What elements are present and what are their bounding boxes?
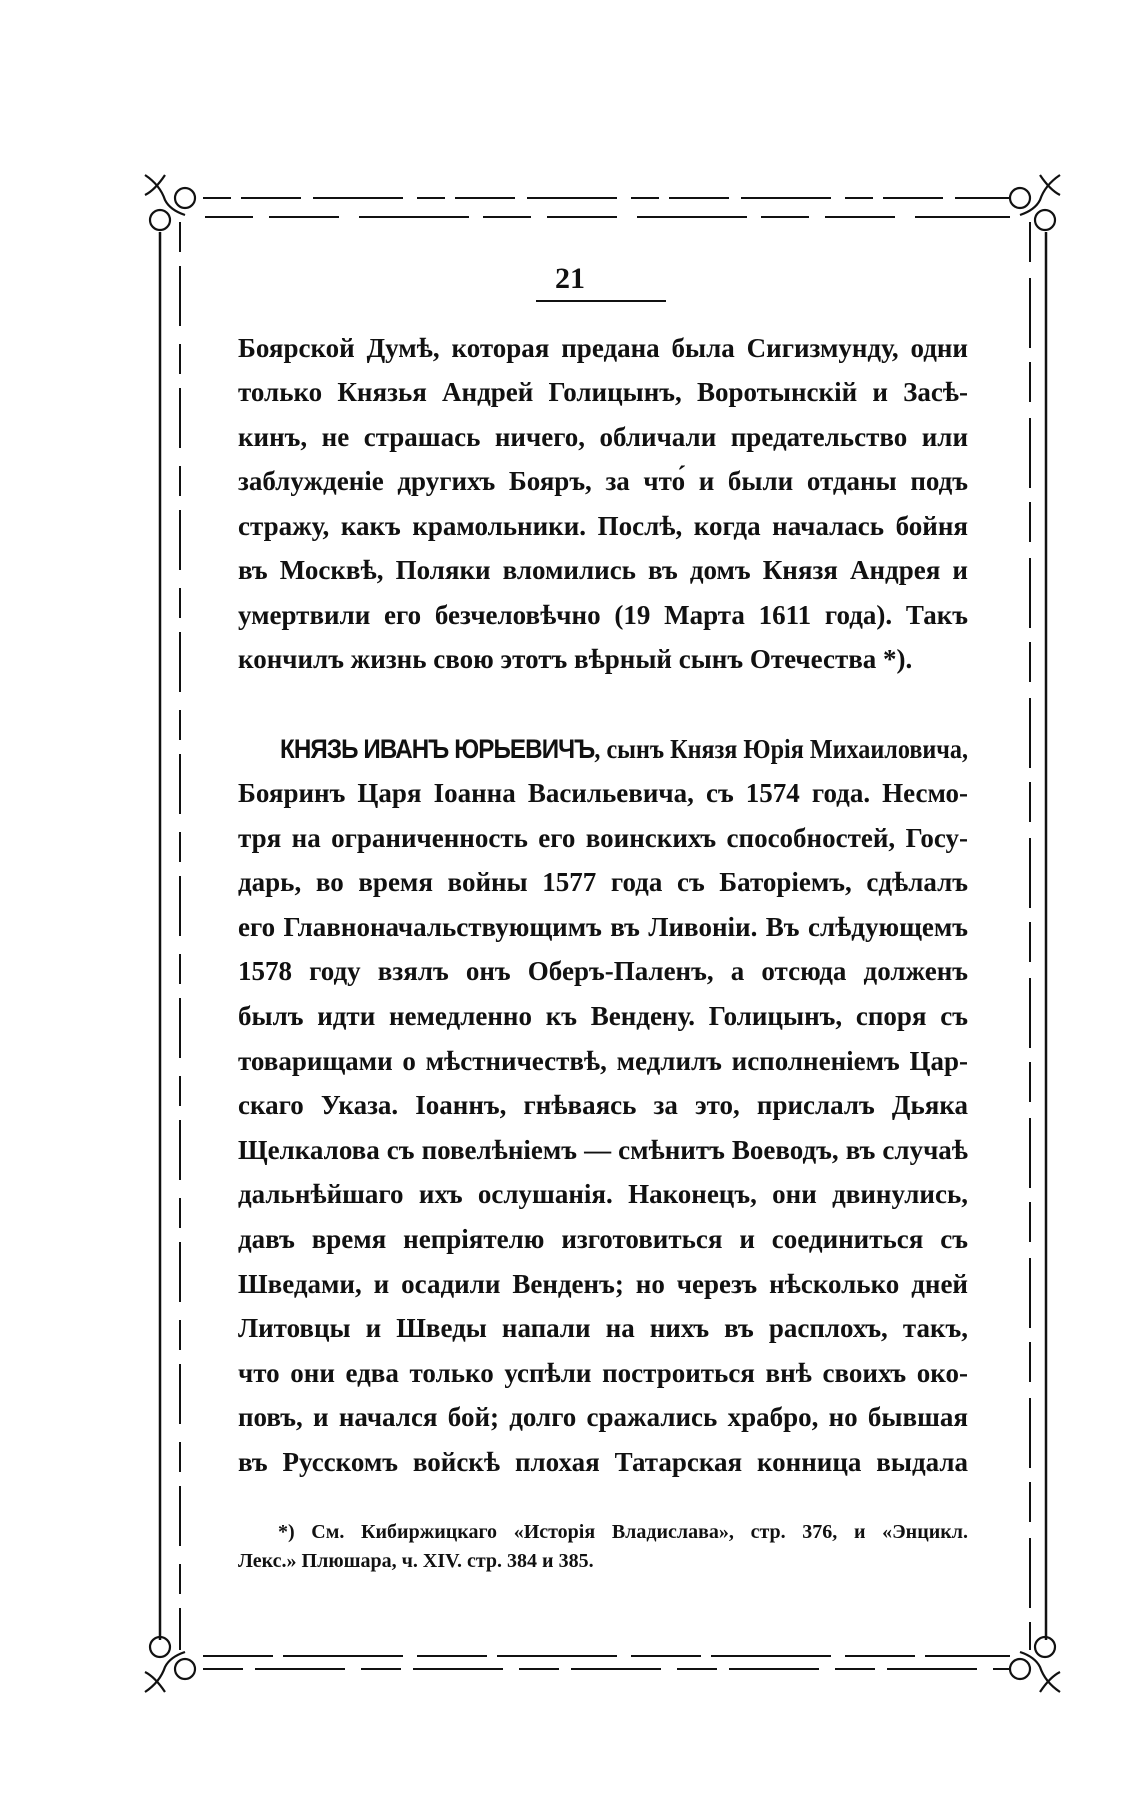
text-line: повъ, и начался бой; долго сражались храбро, но бывшая [238,1402,968,1433]
text-line: дальнѣйшаго ихъ ослушанія. Наконецъ, они двинулись, [238,1179,968,1210]
text-line: дарь, во время войны 1577 года съ Баторіемъ, сдѣлалъ [238,867,968,898]
corner-ornament-bottom-left [145,1637,195,1692]
footnote-line: *) См. Кибиржицкаго «Исторія Владислава», стр. 376, и «Энцикл. [278,1521,968,1543]
text-line: Щелкалова съ повелѣніемъ — смѣнитъ Воеводъ, въ случаѣ [238,1134,968,1165]
text-line-first [280,733,969,765]
text-line: въ Русскомъ войскѣ плохая Татарская конница выдала [238,1447,968,1477]
section-heading: КНЯЗЬ ИВАНЪ ЮРЬЕВИЧЪ [280,734,595,764]
footnote-line: Лекс.» Плюшара, ч. XIV. стр. 384 и 385. [238,1550,594,1572]
text-fragment: , сынъ Князя Юрія Михаиловича, [594,734,969,764]
text-line: Боярской Думѣ, которая предана была Сигизмунду, одни [238,333,968,363]
text-line: 1578 году взялъ онъ Оберъ-Паленъ, а отсюда долженъ [238,956,968,987]
text-line: стражу, какъ крамольники. Послѣ, когда началась бойня [238,511,968,541]
text-line: въ Москвѣ, Поляки вломились въ домъ Князя Андрея и [238,555,968,585]
text-line: товарищами о мѣстничествѣ, медлилъ исполненіемъ Цар- [238,1045,968,1076]
corner-ornament-top-right [1010,175,1060,230]
text-line: его Главноначальствующимъ въ Ливоніи. Въ слѣдующемъ [238,911,968,942]
corner-ornament-bottom-right [1010,1637,1060,1692]
text-line: былъ идти немедленно къ Вендену. Голицынъ, споря съ [238,1001,968,1031]
text-line: давъ время непріятелю изготовиться и соединиться съ [238,1224,968,1254]
text-line: тря на ограниченность его воинскихъ способностей, Госу- [238,822,968,853]
text-line: кончилъ жизнь свою этотъ вѣрный сынъ Отечества *). [238,644,913,674]
text-line: скаго Указа. Іоаннъ, гнѣваясь за это, прислалъ Дьяка [238,1090,968,1121]
text-line: умертвили его безчеловѣчно (19 Марта 1611 года). Такъ [238,600,968,630]
page-number-rule [536,300,666,302]
text-line: Литовцы и Шведы напали на нихъ въ расплохъ, такъ, [238,1313,968,1344]
corner-ornament-top-left [145,175,195,230]
text-line: кинъ, не страшась ничего, обличали предательство или [238,422,968,452]
text-line: Шведами, и осадили Венденъ; но черезъ нѣсколько дней [238,1268,968,1299]
text-line: что они едва только успѣли построиться внѣ своихъ око- [238,1357,968,1388]
text-line: заблужденіе другихъ Бояръ, за что́ и были отданы подъ [238,466,968,496]
text-line: Бояринъ Царя Іоанна Васильевича, съ 1574 года. Несмо- [238,778,968,808]
text-line: только Князья Андрей Голицынъ, Воротынскій и Засѣ- [238,377,968,407]
page-number: 21 [555,262,585,295]
